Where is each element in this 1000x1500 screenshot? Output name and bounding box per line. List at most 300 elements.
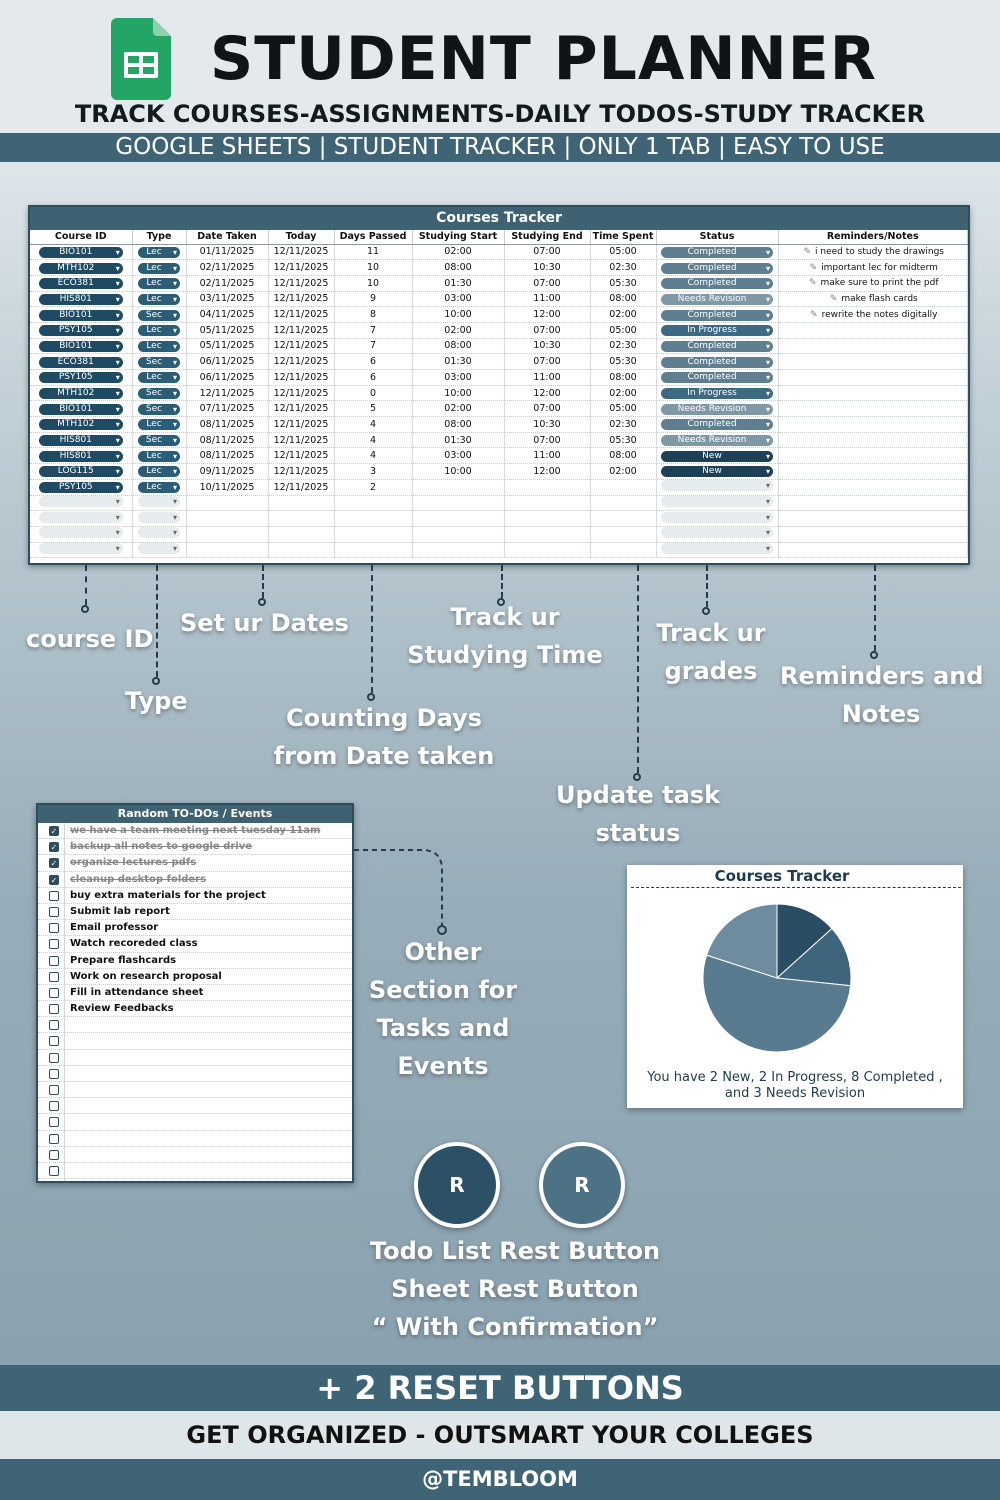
note-cell[interactable] xyxy=(778,260,968,276)
todo-text[interactable]: Prepare flashcards xyxy=(70,954,177,966)
today-cell[interactable]: 12/11/2025 xyxy=(268,401,334,417)
date-cell[interactable]: 07/11/2025 xyxy=(186,401,268,417)
todo-text[interactable]: Email professor xyxy=(70,922,159,934)
checkbox[interactable] xyxy=(49,923,59,933)
course-id-dropdown[interactable]: HIS801 ▾ xyxy=(39,451,123,462)
note-cell[interactable] xyxy=(778,417,968,433)
days-cell[interactable]: 11 xyxy=(334,244,412,260)
type-dropdown[interactable]: Lec ▾ xyxy=(138,466,180,477)
todo-text[interactable]: Review Feedbacks xyxy=(70,1003,174,1015)
todo-text[interactable]: Submit lab report xyxy=(70,905,170,917)
sheet-reset-button[interactable]: R xyxy=(539,1142,625,1228)
status-dropdown[interactable] xyxy=(661,543,773,554)
todo-reset-button[interactable]: R xyxy=(414,1142,500,1228)
status-dropdown[interactable] xyxy=(661,527,773,538)
type-dropdown[interactable] xyxy=(138,512,180,523)
column-header: Date Taken xyxy=(186,230,268,244)
type-cell xyxy=(132,542,186,558)
table-row-empty xyxy=(30,495,968,511)
end-cell[interactable]: 07:00 xyxy=(504,401,590,417)
spent-cell[interactable]: 02:30 xyxy=(590,260,656,276)
today-cell[interactable]: 12/11/2025 xyxy=(268,260,334,276)
type-cell xyxy=(132,448,186,464)
date-cell[interactable]: 02/11/2025 xyxy=(186,260,268,276)
table-row xyxy=(30,417,968,433)
date-cell[interactable]: 06/11/2025 xyxy=(186,354,268,370)
course-id-dropdown[interactable]: BIO101 ▾ xyxy=(39,310,123,321)
date-cell[interactable]: 04/11/2025 xyxy=(186,307,268,323)
checkbox[interactable] xyxy=(49,972,59,982)
status-leader xyxy=(637,565,639,773)
note-cell[interactable] xyxy=(778,354,968,370)
empty-cell[interactable] xyxy=(268,495,334,511)
google-sheets-icon xyxy=(111,18,171,100)
courses-table xyxy=(30,230,968,558)
todo-item-empty xyxy=(38,1163,352,1179)
table-row xyxy=(30,338,968,354)
checkbox[interactable] xyxy=(49,891,59,901)
table-row xyxy=(30,322,968,338)
column-header: Studying Start xyxy=(412,230,504,244)
spent-cell[interactable]: 05:00 xyxy=(590,322,656,338)
today-cell[interactable]: 12/11/2025 xyxy=(268,307,334,323)
empty-cell[interactable] xyxy=(186,495,268,511)
type-dropdown[interactable]: Lec ▾ xyxy=(138,294,180,305)
status-dropdown[interactable]: Needs Revision ▾ xyxy=(661,294,773,305)
checkbox[interactable] xyxy=(49,1069,59,1079)
status-chart-card xyxy=(627,865,963,1108)
note-text: rewrite the notes digitally xyxy=(821,309,938,320)
empty-cell[interactable] xyxy=(334,511,412,527)
type-dropdown[interactable]: Lec ▾ xyxy=(138,372,180,383)
annotation-track-time xyxy=(405,598,605,674)
today-cell[interactable]: 12/11/2025 xyxy=(268,432,334,448)
type-dropdown[interactable]: Lec ▾ xyxy=(138,341,180,352)
annotation-buttons-line2: Sheet Rest Button xyxy=(391,1275,639,1303)
status-cell xyxy=(656,511,778,527)
note-cell[interactable] xyxy=(778,322,968,338)
checkbox[interactable]: ✓ xyxy=(50,843,58,853)
course-id-cell xyxy=(30,307,132,323)
spent-cell[interactable]: 05:30 xyxy=(590,354,656,370)
course-id-cell xyxy=(30,526,132,542)
days-cell[interactable]: 10 xyxy=(334,260,412,276)
checkbox[interactable] xyxy=(49,1166,59,1176)
course-id-dropdown[interactable]: BIO101 ▾ xyxy=(39,247,123,258)
end-cell[interactable]: 07:00 xyxy=(504,354,590,370)
days-cell[interactable]: 2 xyxy=(334,479,412,495)
table-row xyxy=(30,385,968,401)
todo-item-empty xyxy=(38,1017,352,1033)
date-cell[interactable]: 08/11/2025 xyxy=(186,417,268,433)
start-cell[interactable]: 10:00 xyxy=(412,307,504,323)
date-cell[interactable]: 10/11/2025 xyxy=(186,479,268,495)
spent-cell[interactable]: 08:00 xyxy=(590,291,656,307)
type-dropdown[interactable]: Lec ▾ xyxy=(138,451,180,462)
type-dropdown[interactable]: Lec ▾ xyxy=(138,482,180,493)
status-dropdown[interactable]: New ▾ xyxy=(661,466,773,477)
course-id-dropdown[interactable]: MTH102 ▾ xyxy=(39,263,123,274)
course-id-dropdown[interactable]: HIS801 ▾ xyxy=(39,294,123,305)
annotation-other-line1: Other xyxy=(404,938,482,966)
spent-cell[interactable]: 08:00 xyxy=(590,370,656,386)
end-cell[interactable]: 12:00 xyxy=(504,307,590,323)
end-cell[interactable] xyxy=(504,479,590,495)
course-id-cell xyxy=(30,511,132,527)
todo-item-empty xyxy=(38,1131,352,1147)
note-cell[interactable] xyxy=(778,511,968,527)
course-id-dropdown[interactable] xyxy=(39,543,123,554)
days-cell[interactable]: 4 xyxy=(334,448,412,464)
todo-text[interactable]: cleanup desktop folders xyxy=(70,873,207,885)
type-dropdown[interactable] xyxy=(138,527,180,538)
type-dropdown[interactable]: Sec ▾ xyxy=(138,388,180,399)
course-id-dropdown[interactable]: BIO101 ▾ xyxy=(39,341,123,352)
note-cell[interactable] xyxy=(778,338,968,354)
today-cell[interactable]: 12/11/2025 xyxy=(268,291,334,307)
spent-cell[interactable]: 02:00 xyxy=(590,307,656,323)
empty-cell[interactable] xyxy=(334,542,412,558)
course-id-dropdown[interactable] xyxy=(39,496,123,507)
todo-item xyxy=(38,985,352,1001)
start-cell[interactable]: 02:00 xyxy=(412,401,504,417)
status-dropdown[interactable]: Needs Revision ▾ xyxy=(661,404,773,415)
checkbox[interactable]: ✓ xyxy=(50,827,58,836)
todo-title: Random TO-DOs / Events xyxy=(38,805,352,823)
empty-cell[interactable] xyxy=(412,542,504,558)
days-cell[interactable]: 3 xyxy=(334,464,412,480)
reset-buttons-band: + 2 RESET BUTTONS xyxy=(0,1365,1000,1411)
days-cell[interactable]: 6 xyxy=(334,370,412,386)
today-cell[interactable]: 12/11/2025 xyxy=(268,370,334,386)
type-dropdown[interactable]: Sec ▾ xyxy=(138,404,180,415)
column-header: Time Spent xyxy=(590,230,656,244)
spent-cell[interactable]: 08:00 xyxy=(590,448,656,464)
checkbox[interactable] xyxy=(49,1117,59,1127)
spent-cell[interactable]: 02:30 xyxy=(590,338,656,354)
checkbox[interactable] xyxy=(49,1085,59,1095)
todo-item-empty xyxy=(38,1050,352,1066)
table-row xyxy=(30,275,968,291)
feature-band: GOOGLE SHEETS | STUDENT TRACKER | ONLY 1 TAB | EASY TO USE xyxy=(0,133,1000,162)
course-id-cell xyxy=(30,479,132,495)
checkbox[interactable]: ✓ xyxy=(50,859,58,869)
tagline: GET ORGANIZED - OUTSMART YOUR COLLEGES xyxy=(0,1411,1000,1459)
checkbox[interactable] xyxy=(49,1053,59,1063)
start-cell[interactable]: 02:00 xyxy=(412,244,504,260)
status-dropdown[interactable]: Completed ▾ xyxy=(661,263,773,274)
table-row xyxy=(30,244,968,260)
empty-cell[interactable] xyxy=(186,526,268,542)
course-id-dropdown[interactable]: PSY105 ▾ xyxy=(39,325,123,336)
pencil-icon: ✎ xyxy=(809,262,818,273)
days-cell[interactable]: 9 xyxy=(334,291,412,307)
status-dropdown[interactable] xyxy=(661,480,773,491)
annotation-track-time-line1: Track ur xyxy=(450,603,560,631)
brand-handle: @TEMBLOOM xyxy=(0,1459,1000,1500)
start-cell[interactable]: 03:00 xyxy=(412,370,504,386)
todo-item xyxy=(38,904,352,920)
start-cell[interactable]: 10:00 xyxy=(412,464,504,480)
status-cell xyxy=(656,307,778,323)
today-cell[interactable]: 12/11/2025 xyxy=(268,244,334,260)
empty-cell[interactable] xyxy=(412,495,504,511)
course-id-cell xyxy=(30,260,132,276)
checkbox[interactable] xyxy=(49,1036,59,1046)
column-header: Status xyxy=(656,230,778,244)
date-cell[interactable]: 06/11/2025 xyxy=(186,370,268,386)
today-cell[interactable]: 12/11/2025 xyxy=(268,354,334,370)
start-cell[interactable]: 08:00 xyxy=(412,417,504,433)
type-dropdown[interactable] xyxy=(138,543,180,554)
date-cell[interactable]: 08/11/2025 xyxy=(186,432,268,448)
todo-text[interactable]: buy extra materials for the project xyxy=(70,889,266,901)
date-cell[interactable]: 01/11/2025 xyxy=(186,244,268,260)
days-cell[interactable]: 4 xyxy=(334,432,412,448)
spent-cell[interactable]: 05:00 xyxy=(590,244,656,260)
note-cell[interactable] xyxy=(778,479,968,495)
date-cell[interactable]: 09/11/2025 xyxy=(186,464,268,480)
start-cell[interactable]: 01:30 xyxy=(412,354,504,370)
checkbox[interactable] xyxy=(49,988,59,998)
days-cell[interactable]: 7 xyxy=(334,338,412,354)
status-cell xyxy=(656,401,778,417)
note-cell[interactable] xyxy=(778,432,968,448)
empty-cell[interactable] xyxy=(504,542,590,558)
empty-cell[interactable] xyxy=(590,511,656,527)
course-id-dropdown[interactable]: MTH102 ▾ xyxy=(39,388,123,399)
empty-cell[interactable] xyxy=(268,542,334,558)
today-cell[interactable]: 12/11/2025 xyxy=(268,479,334,495)
annotation-update-status-line2: status xyxy=(595,819,681,847)
page-title: STUDENT PLANNER xyxy=(210,24,877,94)
today-cell[interactable]: 12/11/2025 xyxy=(268,338,334,354)
empty-cell[interactable] xyxy=(590,542,656,558)
empty-cell[interactable] xyxy=(590,526,656,542)
note-cell[interactable] xyxy=(778,275,968,291)
end-cell[interactable]: 11:00 xyxy=(504,370,590,386)
type-dropdown[interactable]: Lec ▾ xyxy=(138,419,180,430)
checkbox[interactable] xyxy=(49,939,59,949)
status-cell xyxy=(656,479,778,495)
start-cell[interactable] xyxy=(412,479,504,495)
status-dropdown[interactable]: In Progress ▾ xyxy=(661,325,773,336)
empty-cell[interactable] xyxy=(412,526,504,542)
table-row xyxy=(30,260,968,276)
course-id-dropdown[interactable]: PSY105 ▾ xyxy=(39,482,123,493)
type-cell xyxy=(132,338,186,354)
end-cell[interactable]: 10:30 xyxy=(504,338,590,354)
end-cell[interactable]: 07:00 xyxy=(504,244,590,260)
status-dropdown[interactable]: Completed ▾ xyxy=(661,341,773,352)
end-cell[interactable]: 11:00 xyxy=(504,291,590,307)
checkbox[interactable]: ✓ xyxy=(50,875,58,885)
checkbox[interactable] xyxy=(49,1101,59,1111)
status-cell xyxy=(656,417,778,433)
empty-cell[interactable] xyxy=(504,526,590,542)
today-cell[interactable]: 12/11/2025 xyxy=(268,448,334,464)
days-cell[interactable]: 6 xyxy=(334,354,412,370)
empty-cell[interactable] xyxy=(268,511,334,527)
course-id-dropdown[interactable]: BIO101 ▾ xyxy=(39,404,123,415)
spent-cell[interactable]: 05:00 xyxy=(590,401,656,417)
empty-cell[interactable] xyxy=(412,511,504,527)
spent-cell[interactable]: 05:30 xyxy=(590,432,656,448)
status-dropdown[interactable]: Completed ▾ xyxy=(661,278,773,289)
type-dropdown[interactable]: Lec ▾ xyxy=(138,278,180,289)
days-cell[interactable]: 0 xyxy=(334,385,412,401)
checkbox[interactable] xyxy=(49,956,59,966)
todo-item-empty xyxy=(38,1082,352,1098)
status-cell xyxy=(656,464,778,480)
status-cell xyxy=(656,291,778,307)
status-dropdown[interactable]: Completed ▾ xyxy=(661,357,773,368)
todo-sheet xyxy=(36,803,354,1183)
end-cell[interactable]: 10:30 xyxy=(504,260,590,276)
start-cell[interactable]: 08:00 xyxy=(412,260,504,276)
note-cell[interactable] xyxy=(778,526,968,542)
days-cell[interactable]: 7 xyxy=(334,322,412,338)
todo-item xyxy=(38,855,352,871)
course-id-cell xyxy=(30,385,132,401)
date-cell[interactable]: 08/11/2025 xyxy=(186,448,268,464)
spent-cell[interactable]: 02:00 xyxy=(590,464,656,480)
start-cell[interactable]: 08:00 xyxy=(412,338,504,354)
empty-cell[interactable] xyxy=(186,511,268,527)
note-cell[interactable] xyxy=(778,448,968,464)
end-cell[interactable]: 12:00 xyxy=(504,464,590,480)
date-cell[interactable]: 12/11/2025 xyxy=(186,385,268,401)
checkbox[interactable] xyxy=(49,1150,59,1160)
status-dropdown[interactable] xyxy=(661,512,773,523)
date-cell[interactable]: 05/11/2025 xyxy=(186,338,268,354)
start-cell[interactable]: 01:30 xyxy=(412,275,504,291)
spent-cell[interactable] xyxy=(590,479,656,495)
course-id-cell xyxy=(30,370,132,386)
status-dropdown[interactable]: Completed ▾ xyxy=(661,310,773,321)
days-cell[interactable]: 5 xyxy=(334,401,412,417)
today-cell[interactable]: 12/11/2025 xyxy=(268,275,334,291)
empty-cell[interactable] xyxy=(186,542,268,558)
checkbox[interactable] xyxy=(49,907,59,917)
type-cell xyxy=(132,495,186,511)
days-cell[interactable]: 8 xyxy=(334,307,412,323)
course-id-dropdown[interactable]: ECO381 ▾ xyxy=(39,278,123,289)
course-id-dropdown[interactable]: HIS801 ▾ xyxy=(39,435,123,446)
table-header-row xyxy=(30,230,968,244)
course-id-leader xyxy=(85,565,87,605)
type-cell xyxy=(132,432,186,448)
status-dropdown[interactable]: In Progress ▾ xyxy=(661,388,773,399)
end-cell[interactable]: 10:30 xyxy=(504,417,590,433)
empty-cell[interactable] xyxy=(268,526,334,542)
end-cell[interactable]: 12:00 xyxy=(504,385,590,401)
note-cell[interactable] xyxy=(778,495,968,511)
date-cell[interactable]: 02/11/2025 xyxy=(186,275,268,291)
todo-text[interactable]: organize lectures pdfs xyxy=(70,857,197,869)
type-dropdown[interactable]: Sec ▾ xyxy=(138,310,180,321)
end-cell[interactable]: 07:00 xyxy=(504,432,590,448)
todo-text[interactable]: Fill in attendance sheet xyxy=(70,986,204,998)
todo-text[interactable]: backup all notes to google drive xyxy=(70,841,253,853)
status-cell xyxy=(656,354,778,370)
today-cell[interactable]: 12/11/2025 xyxy=(268,385,334,401)
type-dropdown[interactable]: Lec ▾ xyxy=(138,325,180,336)
end-cell[interactable]: 07:00 xyxy=(504,322,590,338)
start-cell[interactable]: 03:00 xyxy=(412,291,504,307)
checkbox[interactable] xyxy=(49,1134,59,1144)
type-dropdown[interactable]: Sec ▾ xyxy=(138,435,180,446)
today-cell[interactable]: 12/11/2025 xyxy=(268,417,334,433)
course-id-dropdown[interactable] xyxy=(39,527,123,538)
days-cell[interactable]: 4 xyxy=(334,417,412,433)
date-cell[interactable]: 05/11/2025 xyxy=(186,322,268,338)
course-id-dropdown[interactable]: LOG115 ▾ xyxy=(39,466,123,477)
todo-text[interactable]: Watch recoreded class xyxy=(70,938,198,950)
status-dropdown[interactable]: Completed ▾ xyxy=(661,247,773,258)
empty-cell[interactable] xyxy=(504,495,590,511)
status-dropdown[interactable]: New ▾ xyxy=(661,451,773,462)
empty-cell[interactable] xyxy=(504,511,590,527)
status-dropdown[interactable]: Completed ▾ xyxy=(661,419,773,430)
course-id-dropdown[interactable]: ECO381 ▾ xyxy=(39,357,123,368)
today-cell[interactable]: 12/11/2025 xyxy=(268,322,334,338)
checkbox[interactable] xyxy=(49,1020,59,1030)
status-dropdown[interactable] xyxy=(661,496,773,507)
empty-cell[interactable] xyxy=(334,495,412,511)
annotation-counting-days xyxy=(270,699,498,775)
note-cell[interactable] xyxy=(778,464,968,480)
start-cell[interactable]: 03:00 xyxy=(412,448,504,464)
empty-cell[interactable] xyxy=(334,526,412,542)
status-dropdown[interactable]: Needs Revision ▾ xyxy=(661,435,773,446)
spent-cell[interactable]: 02:30 xyxy=(590,417,656,433)
start-cell[interactable]: 01:30 xyxy=(412,432,504,448)
end-cell[interactable]: 11:00 xyxy=(504,448,590,464)
checkbox[interactable] xyxy=(49,1004,59,1014)
course-id-dropdown[interactable] xyxy=(39,512,123,523)
note-cell[interactable] xyxy=(778,291,968,307)
type-leader xyxy=(156,565,158,677)
start-cell[interactable]: 10:00 xyxy=(412,385,504,401)
todo-text[interactable]: Work on research proposal xyxy=(70,970,222,982)
empty-cell[interactable] xyxy=(590,495,656,511)
todo-text[interactable]: we have a team meeting next tuesday 11am xyxy=(70,825,321,836)
end-cell[interactable]: 07:00 xyxy=(504,275,590,291)
type-dropdown[interactable] xyxy=(138,496,180,507)
note-cell[interactable] xyxy=(778,385,968,401)
note-cell[interactable] xyxy=(778,401,968,417)
note-cell[interactable] xyxy=(778,307,968,323)
course-id-dropdown[interactable]: PSY105 ▾ xyxy=(39,372,123,383)
status-dropdown[interactable]: Completed ▾ xyxy=(661,372,773,383)
course-id-dropdown[interactable]: MTH102 ▾ xyxy=(39,419,123,430)
type-dropdown[interactable]: Lec ▾ xyxy=(138,263,180,274)
days-cell[interactable]: 10 xyxy=(334,275,412,291)
status-cell xyxy=(656,275,778,291)
date-cell[interactable]: 03/11/2025 xyxy=(186,291,268,307)
type-dropdown[interactable]: Sec ▾ xyxy=(138,357,180,368)
note-cell[interactable] xyxy=(778,370,968,386)
start-cell[interactable]: 02:00 xyxy=(412,322,504,338)
note-cell[interactable] xyxy=(778,542,968,558)
spent-cell[interactable]: 05:30 xyxy=(590,275,656,291)
courses-tracker-sheet xyxy=(28,205,970,565)
note-cell[interactable] xyxy=(778,244,968,260)
today-cell[interactable]: 12/11/2025 xyxy=(268,464,334,480)
spent-cell[interactable]: 02:00 xyxy=(590,385,656,401)
type-dropdown[interactable]: Lec ▾ xyxy=(138,247,180,258)
